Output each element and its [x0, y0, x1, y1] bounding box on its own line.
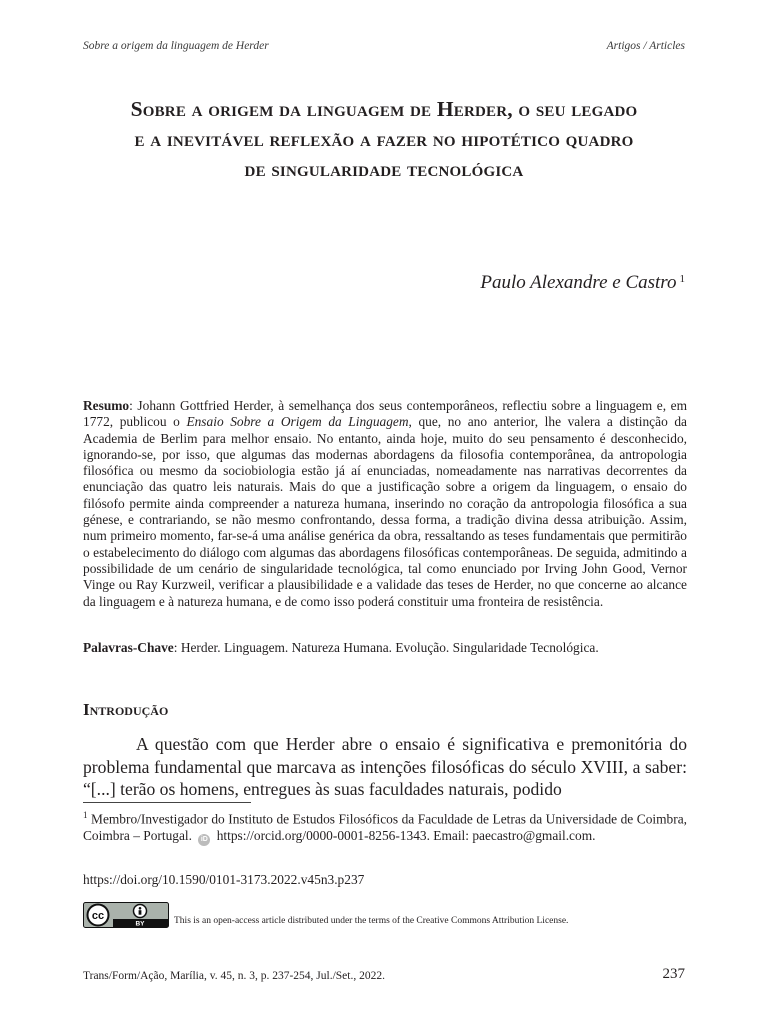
- footnote: [83, 807, 687, 846]
- author-note-mark: 1: [679, 273, 685, 285]
- license-statement: This is an open-access article distributed under the terms of the Creative Commons Attribution License.: [174, 916, 569, 926]
- title-line-3: de singularidade tecnológica: [244, 157, 524, 181]
- orcid-icon[interactable]: iD: [198, 834, 210, 846]
- intro-paragraph: A questão com que Herder abre o ensaio é significativa e premonitória do problema fundamental que marcava as intenções filosóficas do século XVIII, a saber: “[...] terão os homens, entregues às suas faculdades naturais, podido: [83, 734, 687, 799]
- article-title: [70, 94, 698, 184]
- page-number: 237: [662, 966, 685, 982]
- abstract-text-1: : Johann Gottfried Herder, à semelhança dos seus contemporâneos, reflectiu sobre a linguagem e, em 1772, publicou o: [83, 398, 687, 430]
- abstract-paragraph: [83, 398, 687, 610]
- attribution-person-body: [139, 910, 142, 915]
- cc-badge-by-text: BY: [135, 920, 145, 928]
- footer-citation: Trans/Form/Ação, Marília, v. 45, n. 3, p. 237-254, Jul./Set., 2022.: [83, 970, 385, 982]
- title-line-1: Sobre a origem da linguagem de Herder, o seu legado: [130, 97, 638, 121]
- attribution-person-head: [139, 907, 142, 910]
- running-header-left: Sobre a origem da linguagem de Herder: [83, 40, 269, 52]
- cc-badge-cc-text: cc: [91, 910, 105, 922]
- keywords-label: Palavras-Chave: [83, 640, 174, 655]
- abstract-label: Resumo: [83, 398, 130, 413]
- abstract-work-title: Ensaio Sobre a Origem da Linguagem: [186, 414, 409, 430]
- creative-commons-by-icon[interactable]: [83, 902, 169, 928]
- title-line-2: e a inevitável reflexão a fazer no hipotético quadro: [134, 127, 634, 151]
- footnote-text-2: https://orcid.org/0000-0001-8256-1343. Email: paecastro@gmail.com.: [213, 828, 596, 844]
- doi-link[interactable]: https://doi.org/10.1590/0101-3173.2022.v45n3.p237: [83, 872, 365, 887]
- footnote-text-1: Membro/Investigador do Instituto de Estudos Filosóficos da Faculdade de Letras da Universidade de Coimbra, Coimbra – Portugal.: [83, 811, 687, 844]
- author-name: Paulo Alexandre e Castro: [480, 272, 677, 293]
- footnote-mark: 1: [83, 810, 88, 820]
- section-heading-introduction: Introdução: [83, 700, 169, 719]
- abstract-text-2: , que, no ano anterior, lhe valera a distinção da Academia de Berlim para melhor ensaio. No entanto, ainda hoje, muito do seu pensamento é desconhecido, ignorando-se, por isso, que algumas das modernas abordagens da filosofia contemporânea, da antropologia filosófica ou mesmo da sociobiologia estão já aí enunciadas, nomeadamente nas narrativas decorrentes da enunciação das quatro leis naturais. Mais do que a justificação sobre a origem da linguagem, o ensaio do filósofo permite ainda compreender a natureza humana, inserindo no coração da antropologia filosófica a sua génese, e contrariando, se não mesmo confrontando, dessa forma, a tradição divina dessa atribuição. Assim, num primeiro momento, far-se-á uma análise genérica da obra, ressaltando as teses fundamentais que permitirão o estabelecimento do diálogo com algumas das abordagens filosóficas contemporâneas. De seguida, admitindo a possibilidade de um cenário de singularidade tecnológica, tal como enunciado por Irving John Good, Vernor Vinge ou Ray Kurzweil, verificar a plausibilidade e a validade das teses de Herder, no que concerne ao alcance da linguagem e à natureza humana, e de como isso poderá constituir uma fronteira de resistência.: [83, 414, 687, 609]
- footnote-divider: [83, 802, 251, 803]
- author-byline: [480, 272, 685, 294]
- keywords-paragraph: [83, 640, 687, 656]
- keywords-text: : Herder. Linguagem. Natureza Humana. Evolução. Singularidade Tecnológica.: [173, 640, 599, 655]
- running-header-right: Artigos / Articles: [606, 40, 685, 52]
